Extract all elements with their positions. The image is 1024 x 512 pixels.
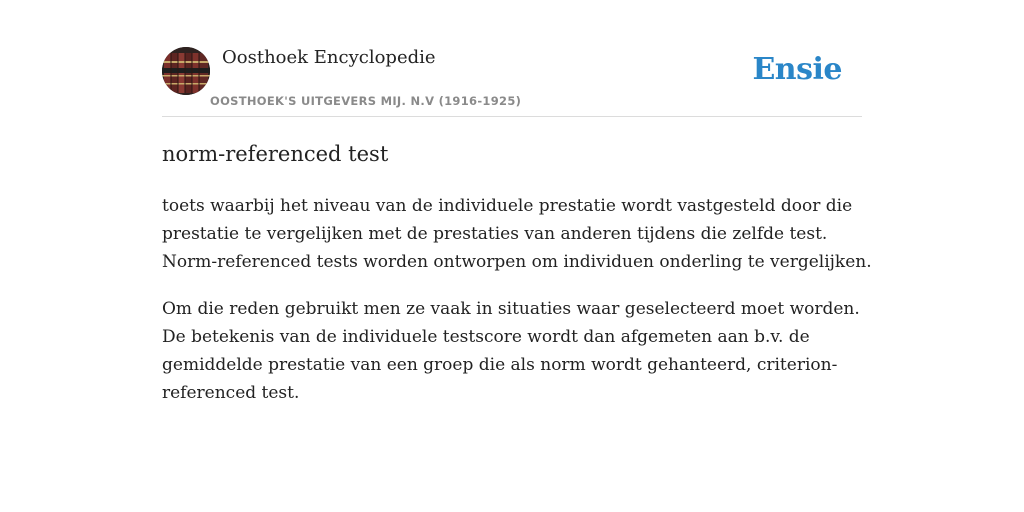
encyclopedia-books-avatar[interactable] [162,47,210,95]
entry-title: norm-referenced test [162,142,389,166]
books-icon [162,47,210,95]
ensie-logo[interactable]: Ensie [752,52,842,87]
source-header [162,47,862,117]
entry-body [162,192,872,426]
entry-paragraph: Om die reden gebruikt men ze vaak in situaties waar geselecteerd moet worden. De betekenis van de individuele testscore wordt dan afgemeten aan b.v. de gemiddelde prestatie van een groep die als norm wordt gehanteerd, criterion-referenced test. [162,299,860,403]
source-title[interactable]: Oosthoek Encyclopedie [222,47,436,68]
source-subtitle: OOSTHOEK'S UITGEVERS MIJ. N.V (1916-1925) [210,94,522,108]
entry-paragraph: toets waarbij het niveau van de individuele prestatie wordt vastgesteld door die prestatie te vergelijken met de prestaties van anderen tijdens die zelfde test. Norm-referenced tests worden ontworpen om individuen onderling te vergelijken. [162,196,872,272]
